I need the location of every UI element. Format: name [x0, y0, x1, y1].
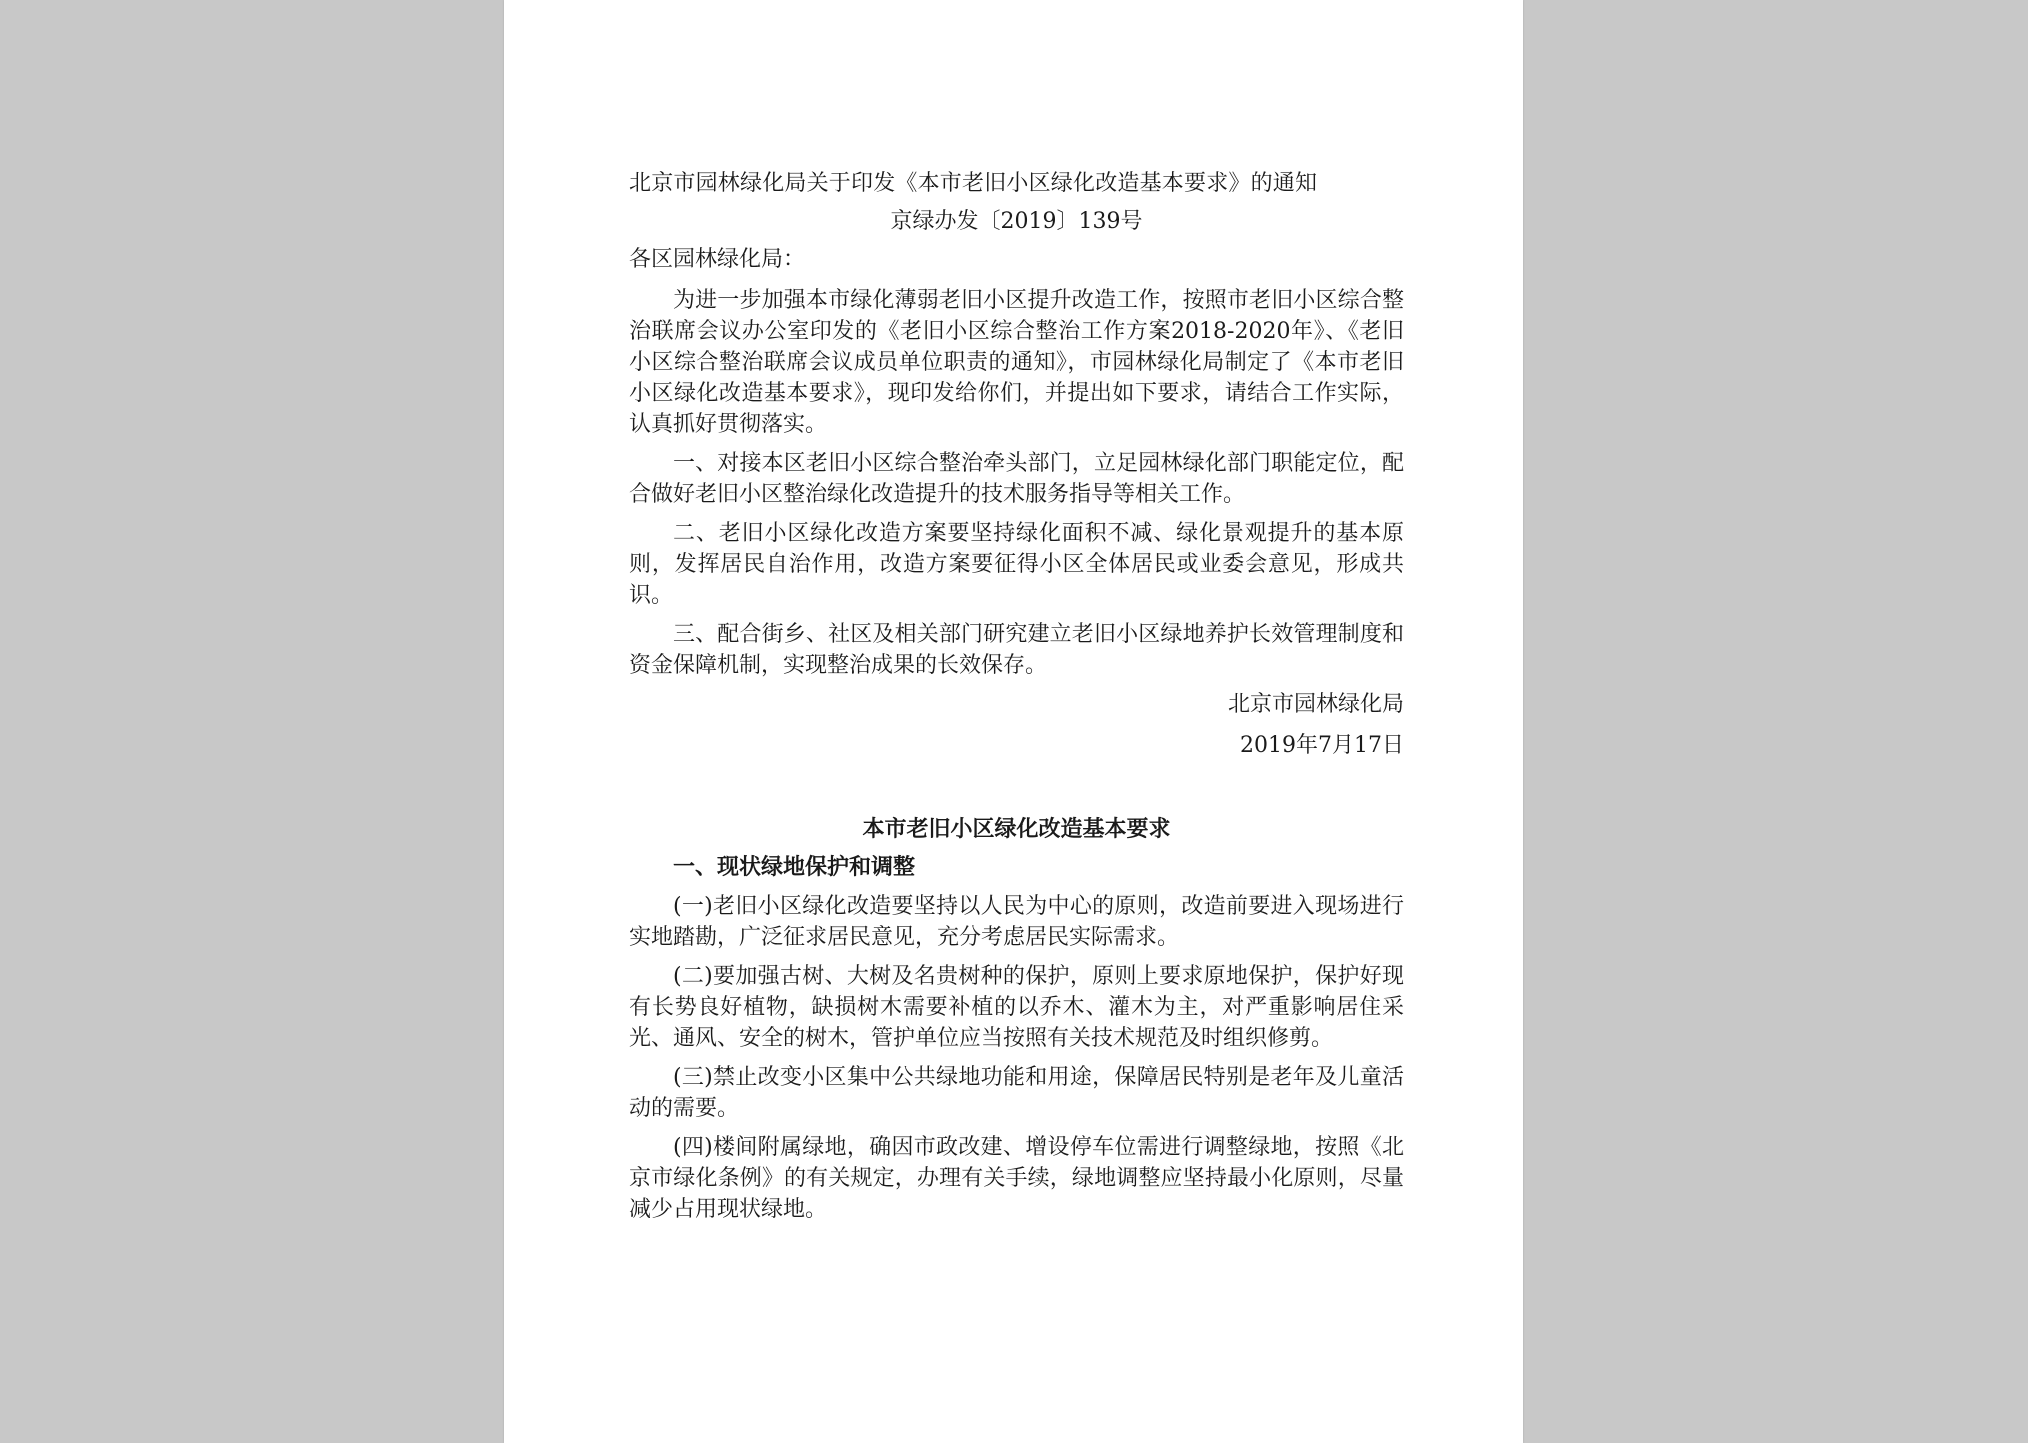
requirements-title: 本市老旧小区绿化改造基本要求 [862, 816, 1171, 842]
requirement-item: (四)楼间附属绿地，确因市政改建、增设停车位需进行调整绿地，按照《北京市绿化条例》的有关规定，办理有关手续，绿地调整应坚持最小化原则，尽量减少占用现状绿地。 [629, 1135, 1404, 1222]
notice-paragraph: 二、老旧小区绿化改造方案要坚持绿化面积不减、绿化景观提升的基本原则，发挥居民自治作用，改造方案要征得小区全体居民或业委会意见，形成共识。 [629, 521, 1404, 608]
signature-issuer: 北京市园林绿化局 [1227, 692, 1404, 717]
requirement-item: (二)要加强古树、大树及名贵树种的保护，原则上要求原地保护，保护好现有长势良好植物，缺损树木需要补植的以乔木、灌木为主，对严重影响居住采光、通风、安全的树木，管护单位应当按照有关技术规范及时组织修剪。 [629, 964, 1404, 1051]
section-heading: 一、现状绿地保护和调整 [673, 854, 916, 880]
requirement-item: (一)老旧小区绿化改造要坚持以人民为中心的原则，改造前要进入现场进行实地踏勘，广泛征求居民意见，充分考虑居民实际需求。 [629, 894, 1404, 950]
salutation: 各区园林绿化局： [629, 247, 806, 272]
notice-paragraph: 为进一步加强本市绿化薄弱老旧小区提升改造工作，按照市老旧小区综合整治联席会议办公室印发的《老旧小区综合整治工作方案2018-2020年》、《老旧小区综合整治联席会议成员单位职责的通知》，市园林绿化局制定了《本市老旧小区绿化改造基本要求》，现印发给你们，并提出如下要求，请结合工作实际，认真抓好贯彻落实。 [629, 288, 1404, 437]
signature-date: 2019年7月17日 [1240, 733, 1404, 758]
notice-title: 北京市园林绿化局关于印发《本市老旧小区绿化改造基本要求》的通知 [629, 171, 1318, 196]
document-page [504, 0, 1523, 1443]
notice-paragraph: 一、对接本区老旧小区综合整治牵头部门，立足园林绿化部门职能定位，配合做好老旧小区整治绿化改造提升的技术服务指导等相关工作。 [629, 451, 1404, 507]
requirement-item: (三)禁止改变小区集中公共绿地功能和用途，保障居民特别是老年及儿童活动的需要。 [629, 1065, 1404, 1121]
notice-paragraph: 三、配合街乡、社区及相关部门研究建立老旧小区绿地养护长效管理制度和资金保障机制，实现整治成果的长效保存。 [629, 622, 1404, 678]
document-content [629, 168, 1404, 1225]
document-number: 京绿办发〔2019〕139号 [890, 209, 1143, 234]
